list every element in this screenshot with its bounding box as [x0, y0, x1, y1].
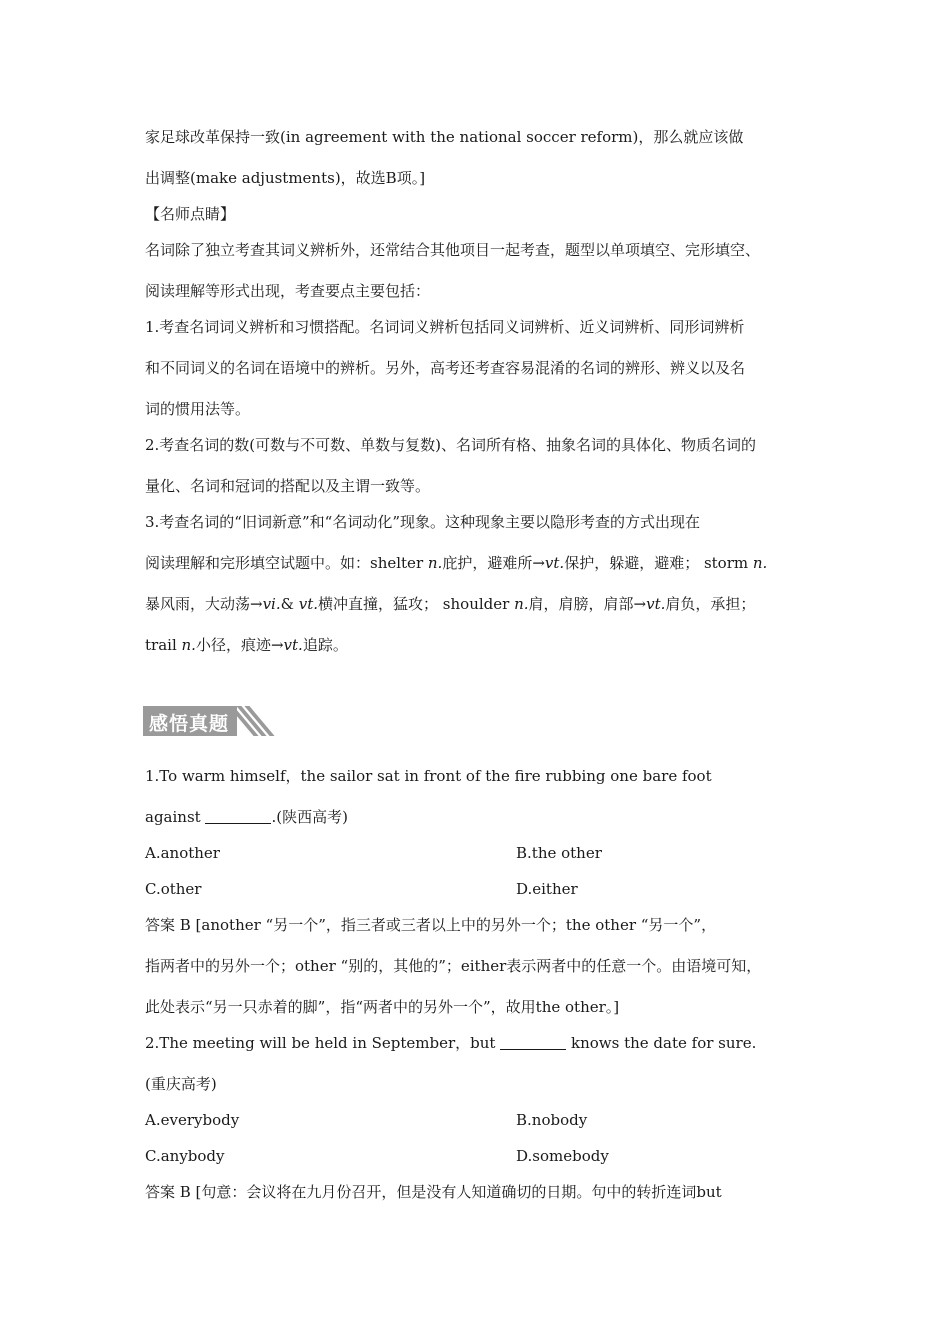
q2-option-c: C.anybody [145, 1147, 225, 1165]
q1-option-c: C.other [145, 880, 202, 898]
q2-answer-line-1: 答案 B [句意：会议将在九月份召开，但是没有人知道确切的日期。句中的转折连词but [145, 1183, 722, 1201]
tips-p4-line-3 [145, 594, 812, 614]
text-run: 保护，躲避，避难； storm [564, 554, 753, 572]
text-run: & [280, 595, 299, 613]
q1-stem-line-2 [145, 807, 812, 827]
pos-tag: n. [514, 595, 529, 613]
text-run: .(陕西高考) [271, 808, 348, 826]
pos-tag: n. [427, 554, 443, 572]
text-run: 庇护，避难所→ [442, 554, 545, 572]
text-run: knows the date for sure. [566, 1034, 757, 1052]
text-run: 横冲直撞，猛攻； shoulder [318, 595, 515, 613]
pos-tag: vt. [544, 554, 565, 572]
intro-line-1: 家足球改革保持一致(in agreement with the national soccer reform)，那么就应该做 [145, 128, 744, 146]
q2-option-b: B.nobody [516, 1111, 588, 1129]
tips-p4-line-1: 3.考查名词的“旧词新意”和“名词动化”现象。这种现象主要以隐形考查的方式出现在 [145, 513, 700, 531]
q1-answer-line-1: 答案 B [another “另一个”，指三者或三者以上中的另外一个；the other “另一个”， [145, 916, 717, 934]
intro-line-2: 出调整(make adjustments)，故选B项。] [145, 169, 426, 187]
tips-p1-line-1: 名词除了独立考查其词义辨析外，还常结合其他项目一起考查，题型以单项填空、完形填空、 [145, 241, 761, 259]
q1-option-d: D.either [516, 880, 578, 898]
q1-stem-line-1: 1.To warm himself，the sailor sat in front of the fire rubbing one bare foot [145, 767, 712, 785]
text-run: 追踪。 [302, 636, 348, 654]
pos-tag: n. [181, 636, 196, 654]
tips-p2-line-3: 词的惯用法等。 [145, 400, 251, 418]
section-title: 感悟真题 [149, 713, 230, 735]
pos-tag: vt. [298, 595, 319, 613]
pos-tag: vi. [262, 595, 281, 613]
tips-p2-line-1: 1.考查名词词义辨析和习惯搭配。名词词义辨析包括同义词辨析、近义词辨析、同形词辨析 [145, 318, 745, 336]
tips-heading: 【名师点睛】 [145, 205, 236, 223]
tips-p1-line-2: 阅读理解等形式出现，考查要点主要包括： [145, 282, 431, 300]
answer-blank [500, 1035, 566, 1050]
pos-tag: vt. [646, 595, 666, 613]
pos-tag: n. [752, 554, 768, 572]
text-run: 2.The meeting will be held in September，but [145, 1034, 501, 1052]
text-run: 暴风雨，大动荡→ [145, 595, 263, 613]
q2-option-a: A.everybody [145, 1111, 240, 1129]
text-run: trail [145, 636, 182, 654]
q1-option-a: A.another [145, 844, 220, 862]
text-run: 肩负，承担； [665, 595, 756, 613]
text-run: 小径，痕迹→ [195, 636, 284, 654]
tips-p3-line-2: 量化、名词和冠词的搭配以及主谓一致等。 [145, 477, 431, 495]
q1-option-b: B.the other [516, 844, 602, 862]
tips-p2-line-2: 和不同词义的名词在语境中的辨析。另外，高考还考查容易混淆的名词的辨形、辨义以及名 [145, 359, 746, 377]
tips-p4-line-4 [145, 635, 812, 655]
text-run: 阅读理解和完形填空试题中。如：shelter [145, 554, 428, 572]
pos-tag: vt. [283, 636, 303, 654]
text-run: 肩，肩膀，肩部→ [528, 595, 647, 613]
text-run: against [145, 808, 206, 826]
answer-blank [205, 809, 271, 824]
q2-option-d: D.somebody [516, 1147, 609, 1165]
q2-stem-line-1 [145, 1033, 812, 1053]
tips-p4-line-2 [145, 553, 812, 573]
q1-answer-line-2: 指两者中的另外一个；other “别的，其他的”；either表示两者中的任意一个。由语境可知， [145, 957, 762, 975]
tips-p3-line-1: 2.考查名词的数(可数与不可数、单数与复数)、名词所有格、抽象名词的具体化、物质名词的 [145, 436, 757, 454]
q2-stem-line-2: (重庆高考) [145, 1075, 217, 1093]
q1-answer-line-3: 此处表示“另一只赤着的脚”，指“两者中的另外一个”，故用the other。] [145, 998, 620, 1016]
section-banner [143, 706, 273, 736]
